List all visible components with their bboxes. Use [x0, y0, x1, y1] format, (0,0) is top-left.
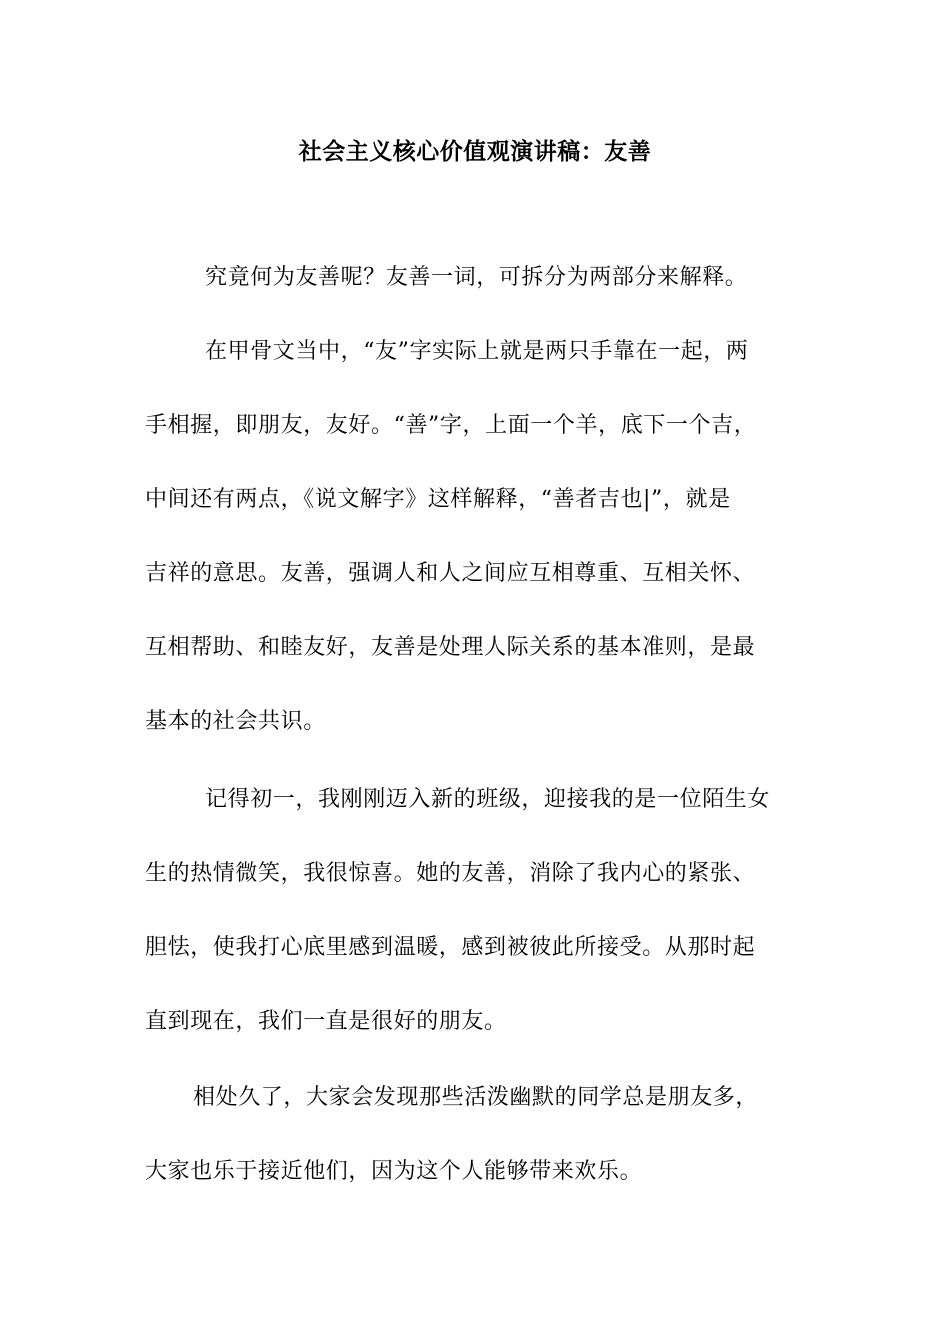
- paragraph-line: 究竟何为友善呢？友善一词，可拆分为两部分来解释。: [205, 265, 748, 290]
- paragraph-line: 生的热情微笑，我很惊喜。她的友善，消除了我内心的紧张、: [145, 861, 756, 886]
- paragraph-line: 胆怯，使我打心底里感到温暖，感到被彼此所接受。从那时起: [145, 935, 756, 960]
- paragraph-line: 直到现在，我们一直是很好的朋友。: [145, 1009, 507, 1034]
- document-title: 社会主义核心价值观演讲稿：友善: [298, 138, 652, 165]
- paragraph-line: 互相帮助、和睦友好，友善是处理人际关系的基本准则，是最: [145, 635, 756, 660]
- paragraph-line: 记得初一，我刚刚迈入新的班级，迎接我的是一位陌生女: [205, 787, 771, 812]
- paragraph-line: 吉祥的意思。友善，强调人和人之间应互相尊重、互相关怀、: [145, 561, 756, 586]
- paragraph-line: 相处久了，大家会发现那些活泼幽默的同学总是朋友多，: [193, 1085, 759, 1110]
- paragraph-line: 基本的社会共识。: [145, 709, 326, 734]
- paragraph-line: 中间还有两点，《说文解字》这样解释，“善者吉也|”，就是: [145, 487, 731, 512]
- paragraph-line: 大家也乐于接近他们，因为这个人能够带来欢乐。: [145, 1159, 643, 1184]
- paragraph-line: 手相握，即朋友，友好。“善”字，上面一个羊，底下一个吉，: [145, 413, 757, 438]
- paragraph-line: 在甲骨文当中，“友”字实际上就是两只手靠在一起，两: [205, 339, 749, 364]
